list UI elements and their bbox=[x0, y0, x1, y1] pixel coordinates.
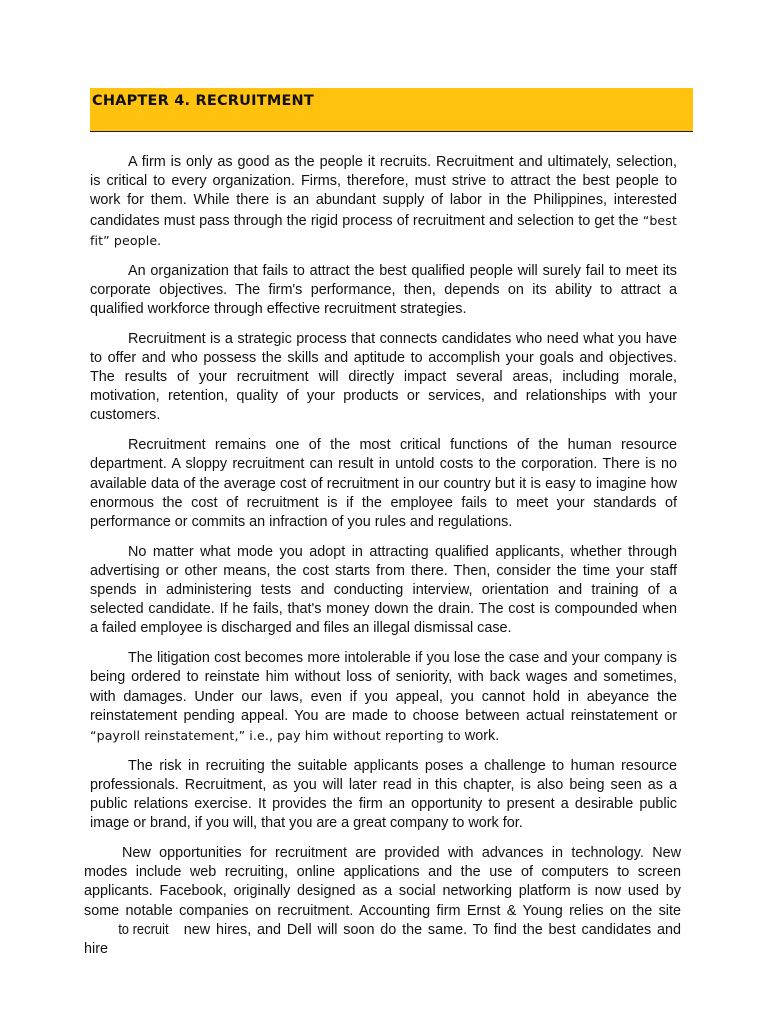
paragraph-1-text: A firm is only as good as the people it recruits. Recruitment and ultimately, selection, is critical to every organization. Firms, therefore, must strive to attract the best people to work for them. While there is an abundant supply of labor in the Philippines, interested candidates must pass through the rigid process of recruitment and selection to get the bbox=[90, 154, 677, 229]
paragraph-8-to-recruit: to recruit bbox=[118, 921, 169, 938]
paragraph-8-text: New opportunities for recruitment are provided with advances in technology. New modes include web recruiting, online applications and the use of computers to screen applicants. Facebook, originally designed as a social networking platform is now used by some notable companies on recruitment. Accounting firm Ernst & Young relies on the site bbox=[84, 845, 681, 919]
paragraph-3: Recruitment is a strategic process that connects candidates who need what you have to offer and who possess the skills and aptitude to accomplish your goals and objectives. The results of your recruitment will directly impact several areas, including morale, motivation, retention, quality of your products or services, and relationships with your customers. bbox=[90, 330, 677, 424]
paragraph-5: No matter what mode you adopt in attracting qualified applicants, whether through advertising or other means, the cost starts from there. Then, consider the time your staff spends in administering tests and conducting interview, orientation and training of a selected candidate. If he fails, that's money down the drain. The cost is compounded when a failed employee is discharged and files an illegal dismissal case. bbox=[90, 543, 677, 637]
paragraph-6-text: The litigation cost becomes more intolerable if you lose the case and your company is being ordered to reinstate him without loss of seniority, with back wages and sometimes, with damages. Under our laws, even if you appeal, you cannot hold in abeyance the reinstatement pending appeal. You are made to choose between actual reinstatement or bbox=[90, 650, 677, 724]
paragraph-8-tail: new hires, and Dell will soon do the same. To find the best candidates and hire bbox=[84, 921, 681, 958]
paragraph-1 bbox=[90, 153, 677, 251]
paragraph-8 bbox=[84, 844, 681, 959]
paragraph-4: Recruitment remains one of the most critical functions of the human resource department. A sloppy recruitment can result in untold costs to the corporation. There is no available data of the average cost of recruitment in our country but it is easy to imagine how enormous the cost of recruitment is if the employee fails to meet your standards of performance or commits an infraction of you rules and regulations. bbox=[90, 437, 677, 530]
paragraph-2: An organization that fails to attract the best qualified people will surely fail to meet its corporate objectives. The firm's performance, then, depends on its ability to attract a qualified workforce through effective recruitment strategies. bbox=[90, 262, 677, 317]
chapter-title: CHAPTER 4. RECRUITMENT bbox=[92, 93, 314, 109]
paragraph-6 bbox=[90, 649, 677, 746]
paragraph-1-best-fit-phrase: “best fit” people. bbox=[90, 212, 677, 248]
chapter-body bbox=[84, 153, 681, 970]
paragraph-7: The risk in recruiting the suitable applicants poses a challenge to human resource professionals. Recruitment, as you will later read in this chapter, is also being seen as a public relations exercise. It provides the firm an opportunity to present a desirable public image or brand, if you will, that you are a great company to work for. bbox=[90, 757, 677, 832]
paragraph-6-payroll-quote: “payroll reinstatement,” i.e., pay him without reporting to bbox=[90, 727, 461, 743]
paragraph-6-tail: work. bbox=[460, 727, 500, 744]
chapter-header-bar bbox=[90, 88, 693, 132]
